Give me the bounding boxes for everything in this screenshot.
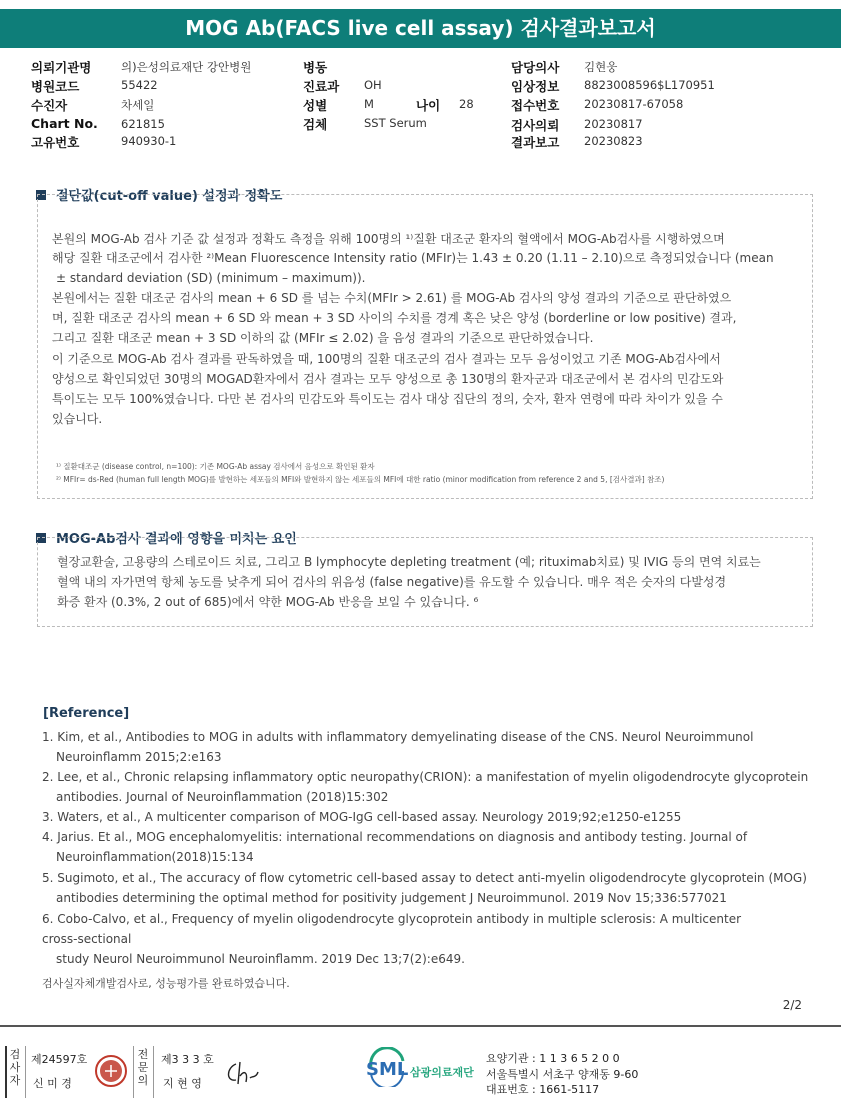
section-cutoff-title-text: 절단값(cut-off value) 설정과 정확도: [56, 189, 283, 204]
reference-item: 4. Jarius. Et al., MOG encephalomyelitis: international recommendations on diagnosis and antibody testing. Journal of: [42, 830, 748, 844]
reference-item: 3. Waters, et al., A multicenter comparison of MOG-IgG cell-based assay. Neurology 2019;92;e1250-e1255: [42, 810, 682, 824]
paragraph-line: 있습니다.: [52, 412, 103, 426]
reference-item: 1. Kim, et al., Antibodies to MOG in adults with inflammatory demyelinating disease of the CNS. Neurol Neuroimmunol: [42, 730, 754, 744]
reference-item: cross-sectional: [42, 932, 132, 946]
footnote-2: ²⁾ MFIr= ds-Red (human full length MOG)를 발현하는 세포들의 MFI와 발현하지 않는 세포들의 MFI에 대한 ratio (minor modification from reference 2 and 5, [검사결과] 참조): [56, 475, 665, 484]
value-physician: 김현웅: [584, 60, 618, 74]
paragraph-line: 해당 질환 대조군에서 검사한 ²⁾Mean Fluorescence Intensity ratio (MFIr)는 1.43 ± 0.20 (1.11 – 2.10)으로 측정되었습니다 (mean: [52, 251, 774, 265]
label-receipt-no: 접수번호: [511, 98, 560, 113]
reference-item: Neuroinflamm 2015;2:e163: [56, 750, 222, 764]
paragraph-line: 혈장교환술, 고용량의 스테로이드 치료, 그리고 B lymphocyte depleting treatment (예; rituximab치료) 및 IVIG 등의 면역 치료는: [57, 555, 761, 569]
value-specimen: SST Serum: [364, 116, 427, 130]
footnote-1: ¹⁾ 질환대조군 (disease control, n=100): 기존 MOG-Ab assay 검사에서 음성으로 확인된 환자: [56, 462, 375, 471]
paragraph-line: 본원에서는 질환 대조군 검사의 mean + 6 SD 를 넘는 수치(MFIr > 2.61) 를 MOG-Ab 검사의 양성 결과의 기준으로 판단하였으: [52, 291, 732, 305]
paragraph-line: ± standard deviation (SD) (minimum – maximum)).: [56, 271, 366, 285]
institution-code: 요양기관 : 1 1 3 6 5 2 0 0: [486, 1052, 620, 1065]
paragraph-line: 화증 환자 (0.3%, 2 out of 685)에서 약한 MOG-Ab 반응을 보일 수 있습니다. ⁶: [57, 595, 479, 609]
label-specimen: 검체: [303, 117, 328, 132]
sig2-license-no: 제3 3 3 호: [161, 1053, 214, 1066]
sig2-name: 지 현 영: [163, 1077, 202, 1090]
value-receipt-no: 20230817-67058: [584, 97, 684, 111]
signature-divider: [25, 1046, 26, 1098]
sig1-name: 신 미 경: [33, 1077, 72, 1090]
label-physician: 담당의사: [511, 60, 560, 75]
paragraph-line: 특이도는 모두 100%였습니다. 다만 본 검사의 민감도와 특이도는 검사 대상 집단의 정의, 숫자, 환자 연령에 따라 차이가 있을 수: [52, 392, 723, 406]
reference-item: 5. Sugimoto, et al., The accuracy of flow cytometric cell-based assay to detect anti-myelin oligodendrocyte glycoprotein (MOG): [42, 871, 807, 885]
value-chart-no: 621815: [121, 117, 165, 131]
signature-divider: [153, 1046, 154, 1098]
value-patient: 차세일: [121, 98, 155, 112]
value-result-report: 20230823: [584, 134, 643, 148]
value-clinical-info: 8823008596$L170951: [584, 78, 715, 92]
validation-note: 검사실자체개발검사로, 성능평가를 완료하였습니다.: [42, 977, 290, 990]
sig1-license-no: 제24597호: [31, 1053, 88, 1066]
sig2-label: [136, 1048, 150, 1087]
value-unique-no: 940930-1: [121, 134, 177, 148]
org-phone: 대표번호 : 1661-5117: [486, 1083, 600, 1096]
value-hospital-code: 55422: [121, 78, 158, 92]
label-department: 진료과: [303, 79, 340, 94]
sig1-label-char: 검: [9, 1048, 21, 1061]
sig1-label-char: 사: [9, 1061, 21, 1074]
paragraph-line: 이 기준으로 MOG-Ab 검사 결과를 판독하였을 때, 100명의 질환 대조군의 검사 결과는 모두 음성이었고 기존 MOG-Ab검사에서: [52, 352, 721, 366]
label-hospital-code: 병원코드: [31, 79, 80, 94]
label-unique-no: 고유번호: [31, 135, 80, 150]
label-clinical-info: 임상정보: [511, 79, 560, 94]
section-factors-title-text: MOG-Ab검사 결과에 영향을 미치는 요인: [56, 532, 297, 547]
logo-text: SML: [366, 1059, 409, 1080]
label-chart-no: Chart No.: [31, 116, 98, 131]
label-sex: 성별: [303, 98, 328, 113]
footer-divider: [0, 1025, 841, 1027]
seal-stamp-icon: [94, 1054, 128, 1088]
reference-item: antibodies determining the optimal method for positivity judgement J Neuroimmunol. 2019 Nov 15;336:577021: [56, 891, 727, 905]
value-sex: M: [364, 97, 374, 111]
label-age: 나이: [416, 98, 441, 113]
paragraph-line: 본원의 MOG-Ab 검사 기준 값 설정과 정확도 측정을 위해 100명의 ¹⁾질환 대조군 환자의 혈액에서 MOG-Ab검사를 시행하였으며: [52, 232, 725, 246]
report-title: MOG Ab(FACS live cell assay) 검사결과보고서: [0, 9, 841, 48]
handwritten-signature-icon: [222, 1058, 262, 1088]
label-patient: 수진자: [31, 98, 68, 113]
paragraph-line: 양성으로 확인되었던 30명의 MOGAD환자에서 검사 결과는 모두 양성으로 총 130명의 환자군과 대조군에서 본 검사의 민감도와: [52, 372, 724, 386]
value-requesting-institution: 의)은성의료재단 강안병원: [121, 60, 252, 74]
reference-title: [Reference]: [43, 706, 130, 721]
value-age: 28: [459, 97, 474, 111]
label-ward: 병동: [303, 60, 328, 75]
signature-border: [5, 1046, 7, 1098]
reference-item: study Neurol Neuroimmunol Neuroinflamm. 2019 Dec 13;7(2):e649.: [56, 952, 465, 966]
sig1-label: [8, 1048, 22, 1087]
paragraph-line: 며, 질환 대조군 검사의 mean + 6 SD 와 mean + 3 SD 사이의 수치를 경계 혹은 낮은 양성 (borderline or low positive) 결과,: [52, 311, 737, 325]
page-number: 2/2: [782, 998, 802, 1012]
reference-item: Neuroinflammation(2018)15:134: [56, 850, 254, 864]
paragraph-line: 혈액 내의 자가면역 항체 농도를 낮추게 되어 검사의 위음성 (false negative)를 유도할 수 있습니다. 매우 적은 숫자의 다발성경: [57, 575, 727, 589]
value-test-request: 20230817: [584, 117, 643, 131]
org-address: 서울특별시 서초구 양재동 9-60: [486, 1068, 639, 1081]
reference-item: 6. Cobo-Calvo, et al., Frequency of myelin oligodendrocyte glycoprotein antibody in multiple sclerosis: A multicenter: [42, 912, 742, 926]
paragraph-line: 그리고 질환 대조군 mean + 3 SD 이하의 값 (MFIr ≤ 2.02) 을 음성 결과의 기준으로 판단하였습니다.: [52, 331, 594, 345]
sig2-label-char: 문: [137, 1061, 149, 1074]
value-department: OH: [364, 78, 382, 92]
sig2-label-char: 전: [137, 1048, 149, 1061]
label-test-request: 검사의뢰: [511, 118, 560, 133]
reference-item: 2. Lee, et al., Chronic relapsing inflammatory optic neuropathy(CRION): a manifestation of myelin oligodendrocyte glycoprotein: [42, 770, 809, 784]
signature-divider: [133, 1046, 134, 1098]
org-name: 삼광의료재단: [410, 1066, 474, 1079]
sig2-label-char: 의: [137, 1074, 149, 1087]
label-requesting-institution: 의뢰기관명: [31, 60, 92, 75]
label-result-report: 결과보고: [511, 135, 560, 150]
sig1-label-char: 자: [9, 1074, 21, 1087]
reference-item: antibodies. Journal of Neuroinflammation (2018)15:302: [56, 790, 389, 804]
